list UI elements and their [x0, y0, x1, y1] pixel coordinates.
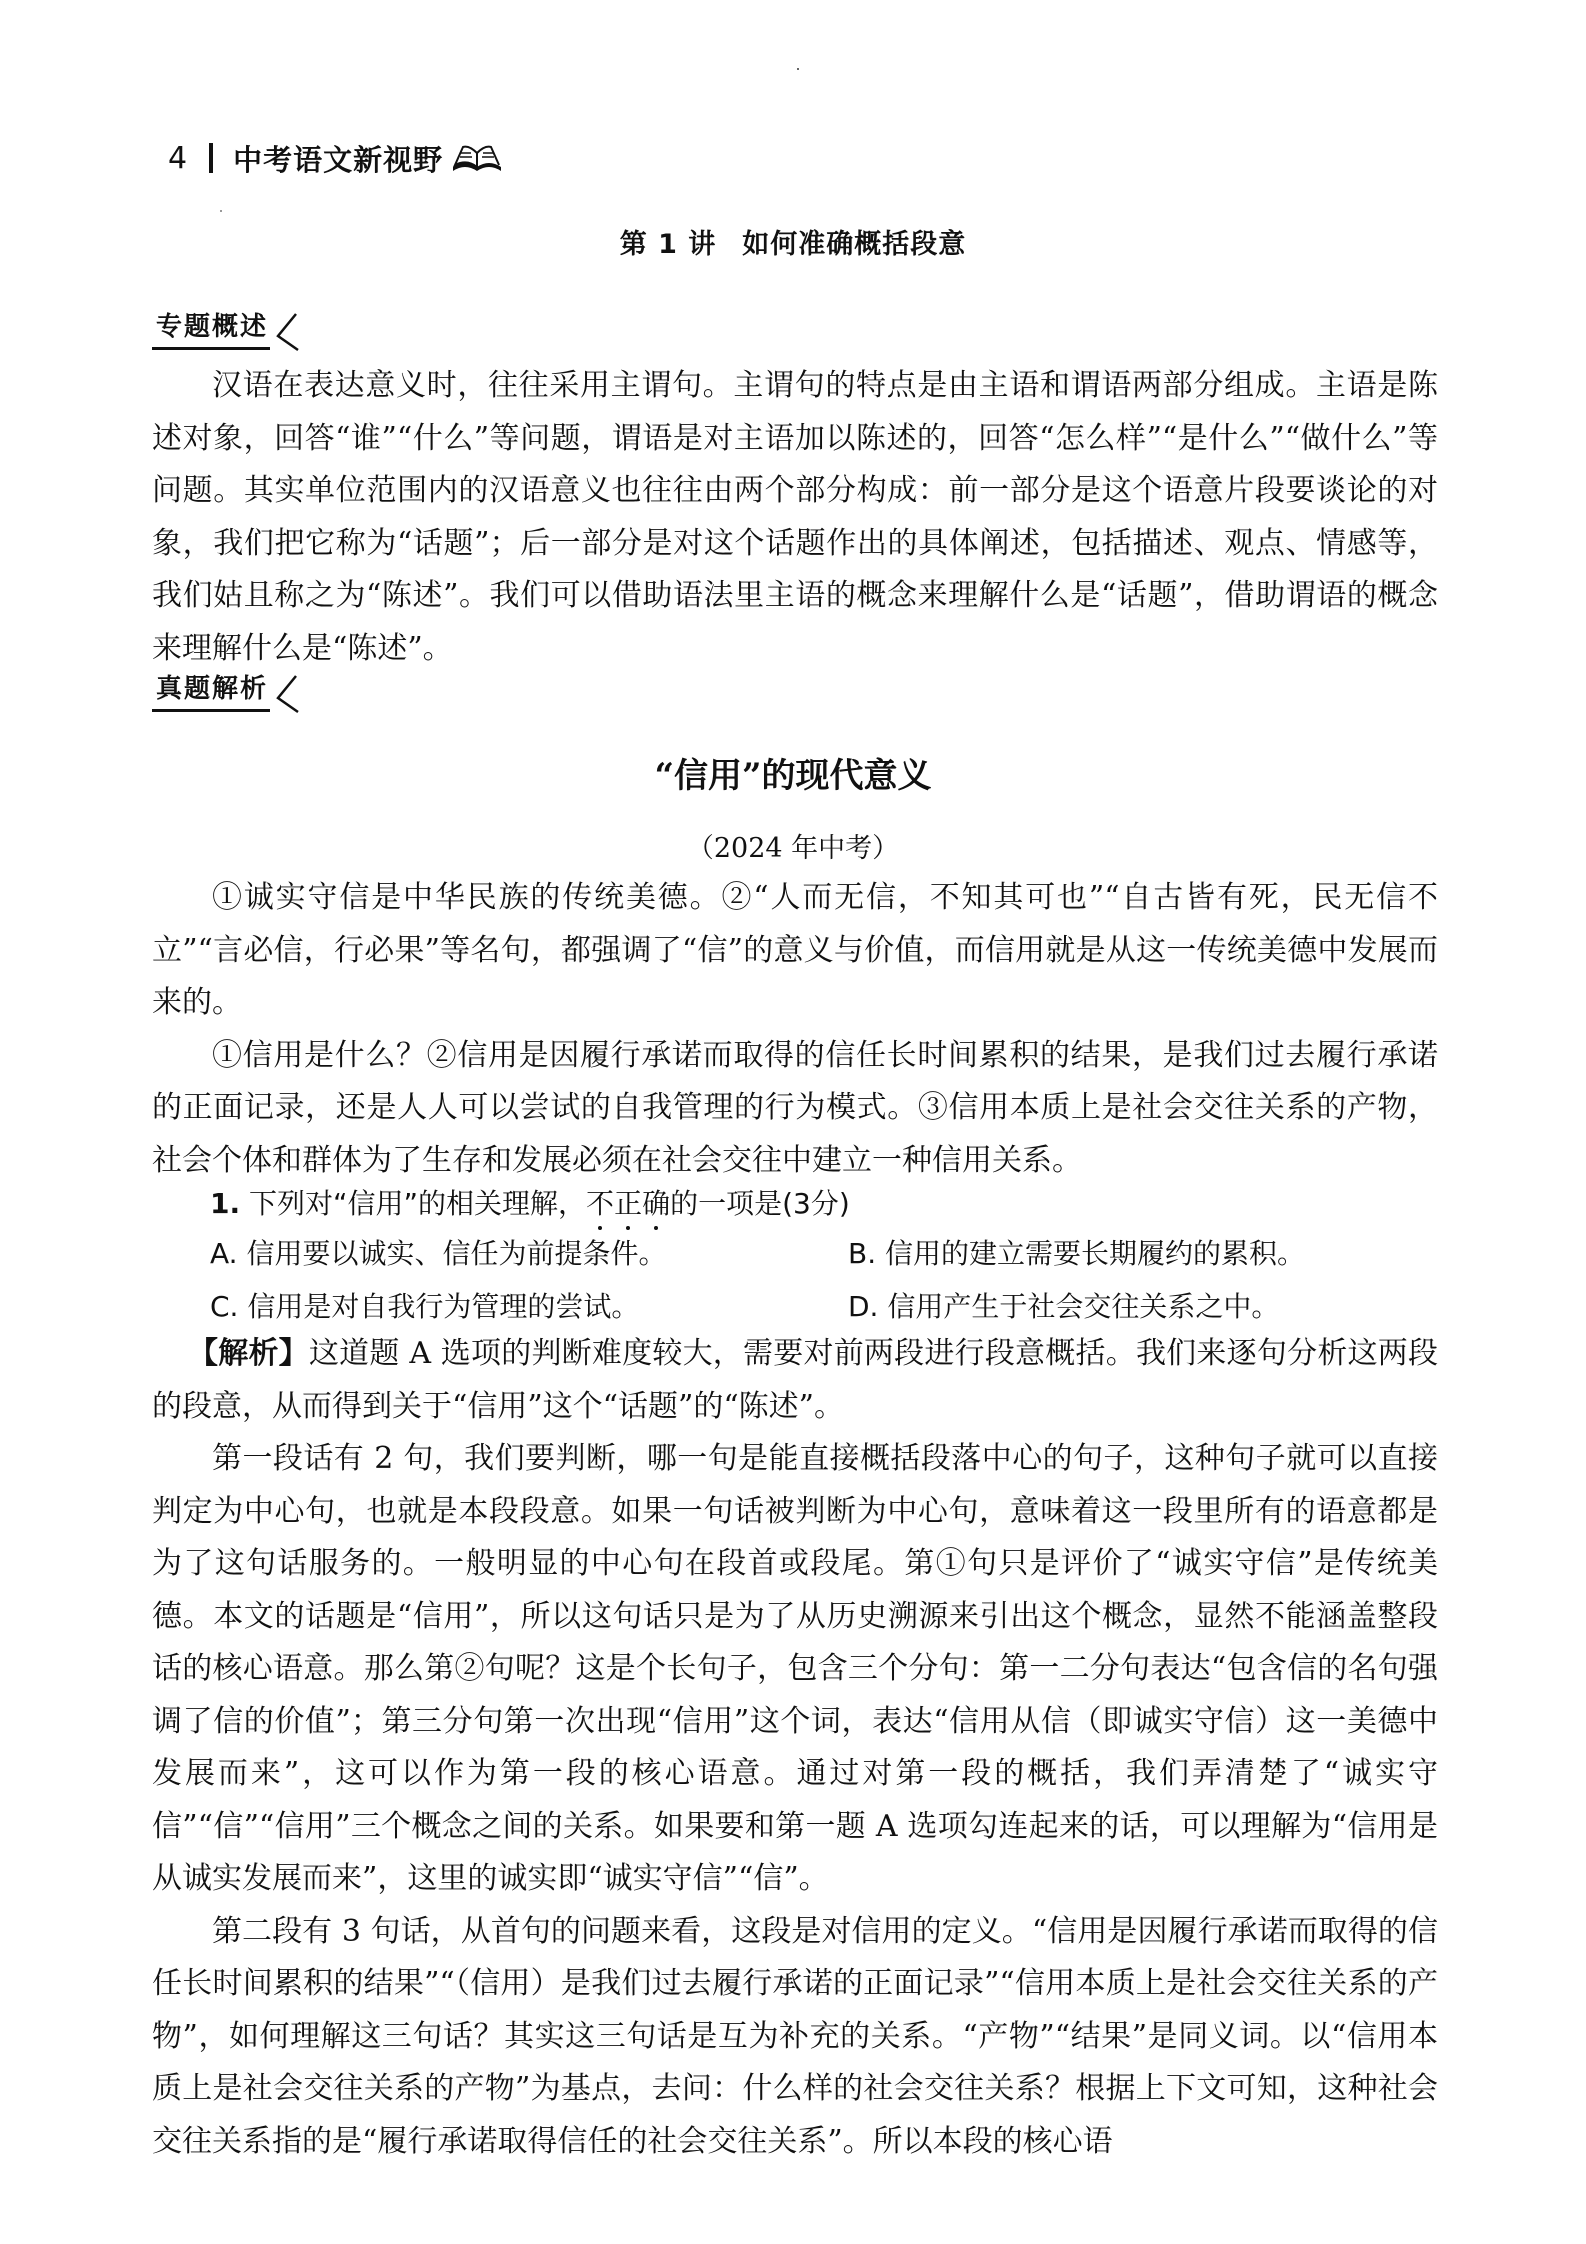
option-a: A. 信用要以诚实、信任为前提条件。 [210, 1237, 667, 1270]
open-book-icon [449, 141, 505, 175]
emphasis-char: 不 [586, 1182, 614, 1222]
running-header [168, 136, 505, 180]
article-title: “信用”的现代意义 [654, 756, 932, 796]
emphasis-char: 确 [642, 1182, 670, 1222]
overview-paragraph: 汉语在表达意义时，往往采用主谓句。主谓句的特点是由主语和谓语两部分组成。主语是陈述对象，回答“谁”“什么”等问题，谓语是对主语加以陈述的，回答“怎么样”“是什么”“做什么”等问题。其实单位范围内的汉语意义也往往由两个部分构成：前一部分是这个语意片段要谈论的对象，我们把它称为“话题”；后一部分是对这个话题作出的具体阐述，包括描述、观点、情感等，我们姑且称之为“陈述”。我们可以借助语法里主语的概念来理解什么是“话题”，借助谓语的概念来理解什么是“陈述”。 [152, 368, 1438, 666]
analysis-label-text: 真题解析 [152, 668, 270, 712]
analysis-paragraph: 第二段有 3 句话，从首句的问题来看，这段是对信用的定义。“信用是因履行承诺而取得的信任长时间累积的结果”“（信用）是我们过去履行承诺的正面记录”“信用本质上是社会交往关系的产物”，如何理解这三句话？其实这三句话是互为补充的关系。“产物”“结果”是同义词。以“信用本质上是社会交往关系的产物”为基点，去问：什么样的社会交往关系？根据上下文可知，这种社会交往关系指的是“履行承诺取得信任的社会交往关系”。所以本段的核心语 [152, 1913, 1438, 2159]
overview-label-text: 专题概述 [152, 306, 270, 350]
overview-section-label [152, 306, 300, 350]
analysis-paragraph: 第一段话有 2 句，我们要判断，哪一句是能直接概括段落中心的句子，这种句子就可以直接判定为中心句，也就是本段段意。如果一句话被判断为中心句，意味着这一段里所有的语意都是为了这句话服务的。一般明显的中心句在段首或段尾。第①句只是评价了“诚实守信”是传统美德。本文的话题是“信用”，所以这句话只是为了从历史溯源来引出这个概念，显然不能涵盖整段话的核心语意。那么第②句呢？这是个长句子，包含三个分句：第一二分句表达“包含信的名句强调了信的价值”；第三分句第一次出现“信用”这个词，表达“信用从信（即诚实守信）这一美德中发展而来”，这可以作为第一段的核心语意。通过对第一段的概括，我们弄清楚了“诚实守信”“信”“信用”三个概念之间的关系。如果要和第一题 A 选项勾连起来的话，可以理解为“信用是从诚实发展而来”，这里的诚实即“诚实守信”“信”。 [152, 1441, 1438, 1896]
analysis-intro [152, 1328, 1438, 1433]
chevron-left-icon [272, 310, 300, 352]
lecture-number: 第 1 讲 [619, 229, 717, 260]
article-body [152, 872, 1438, 1187]
analysis-body [152, 1328, 1438, 2168]
emphasis-char: 正 [614, 1182, 642, 1222]
lecture-topic: 如何准确概括段意 [742, 229, 967, 260]
header-divider [209, 143, 213, 173]
article-source: （2024 年中考） [686, 833, 900, 864]
option-c: C. 信用是对自我行为管理的尝试。 [210, 1290, 640, 1323]
question-emphasis [586, 1187, 670, 1220]
chevron-left-icon [272, 672, 300, 714]
question-stem [210, 1182, 850, 1222]
lecture-title [0, 222, 1586, 261]
option-d: D. 信用产生于社会交往关系之中。 [848, 1290, 1280, 1323]
scan-speck [797, 68, 799, 70]
question-stem-after: 的一项是(3分) [670, 1187, 850, 1220]
book-title: 中考语文新视野 [233, 142, 444, 177]
page-number: 4 [168, 140, 188, 176]
analysis-intro-text: 这道题 A 选项的判断难度较大，需要对前两段进行段意概括。我们来逐句分析这两段的段意，从而得到关于“信用”这个“话题”的“陈述”。 [152, 1336, 1438, 1424]
article-paragraph: ①信用是什么？②信用是因履行承诺而取得的信任长时间累积的结果，是我们过去履行承诺的正面记录，还是人人可以尝试的自我管理的行为模式。③信用本质上是社会交往关系的产物，社会个体和群体为了生存和发展必须在社会交往中建立一种信用关系。 [152, 1037, 1438, 1178]
scan-speck [220, 210, 222, 212]
article-paragraph: ①诚实守信是中华民族的传统美德。②“人而无信，不知其可也”“自古皆有死，民无信不立”“言必信，行必果”等名句，都强调了“信”的意义与价值，而信用就是从这一传统美德中发展而来的。 [152, 880, 1438, 1020]
question-stem-before: 下列对“信用”的相关理解， [249, 1187, 587, 1220]
question-number: 1. [210, 1187, 241, 1220]
analysis-tag: 【解析】 [188, 1336, 309, 1371]
option-b: B. 信用的建立需要长期履约的累积。 [848, 1237, 1306, 1270]
overview-body [152, 360, 1438, 675]
analysis-section-label [152, 668, 300, 712]
